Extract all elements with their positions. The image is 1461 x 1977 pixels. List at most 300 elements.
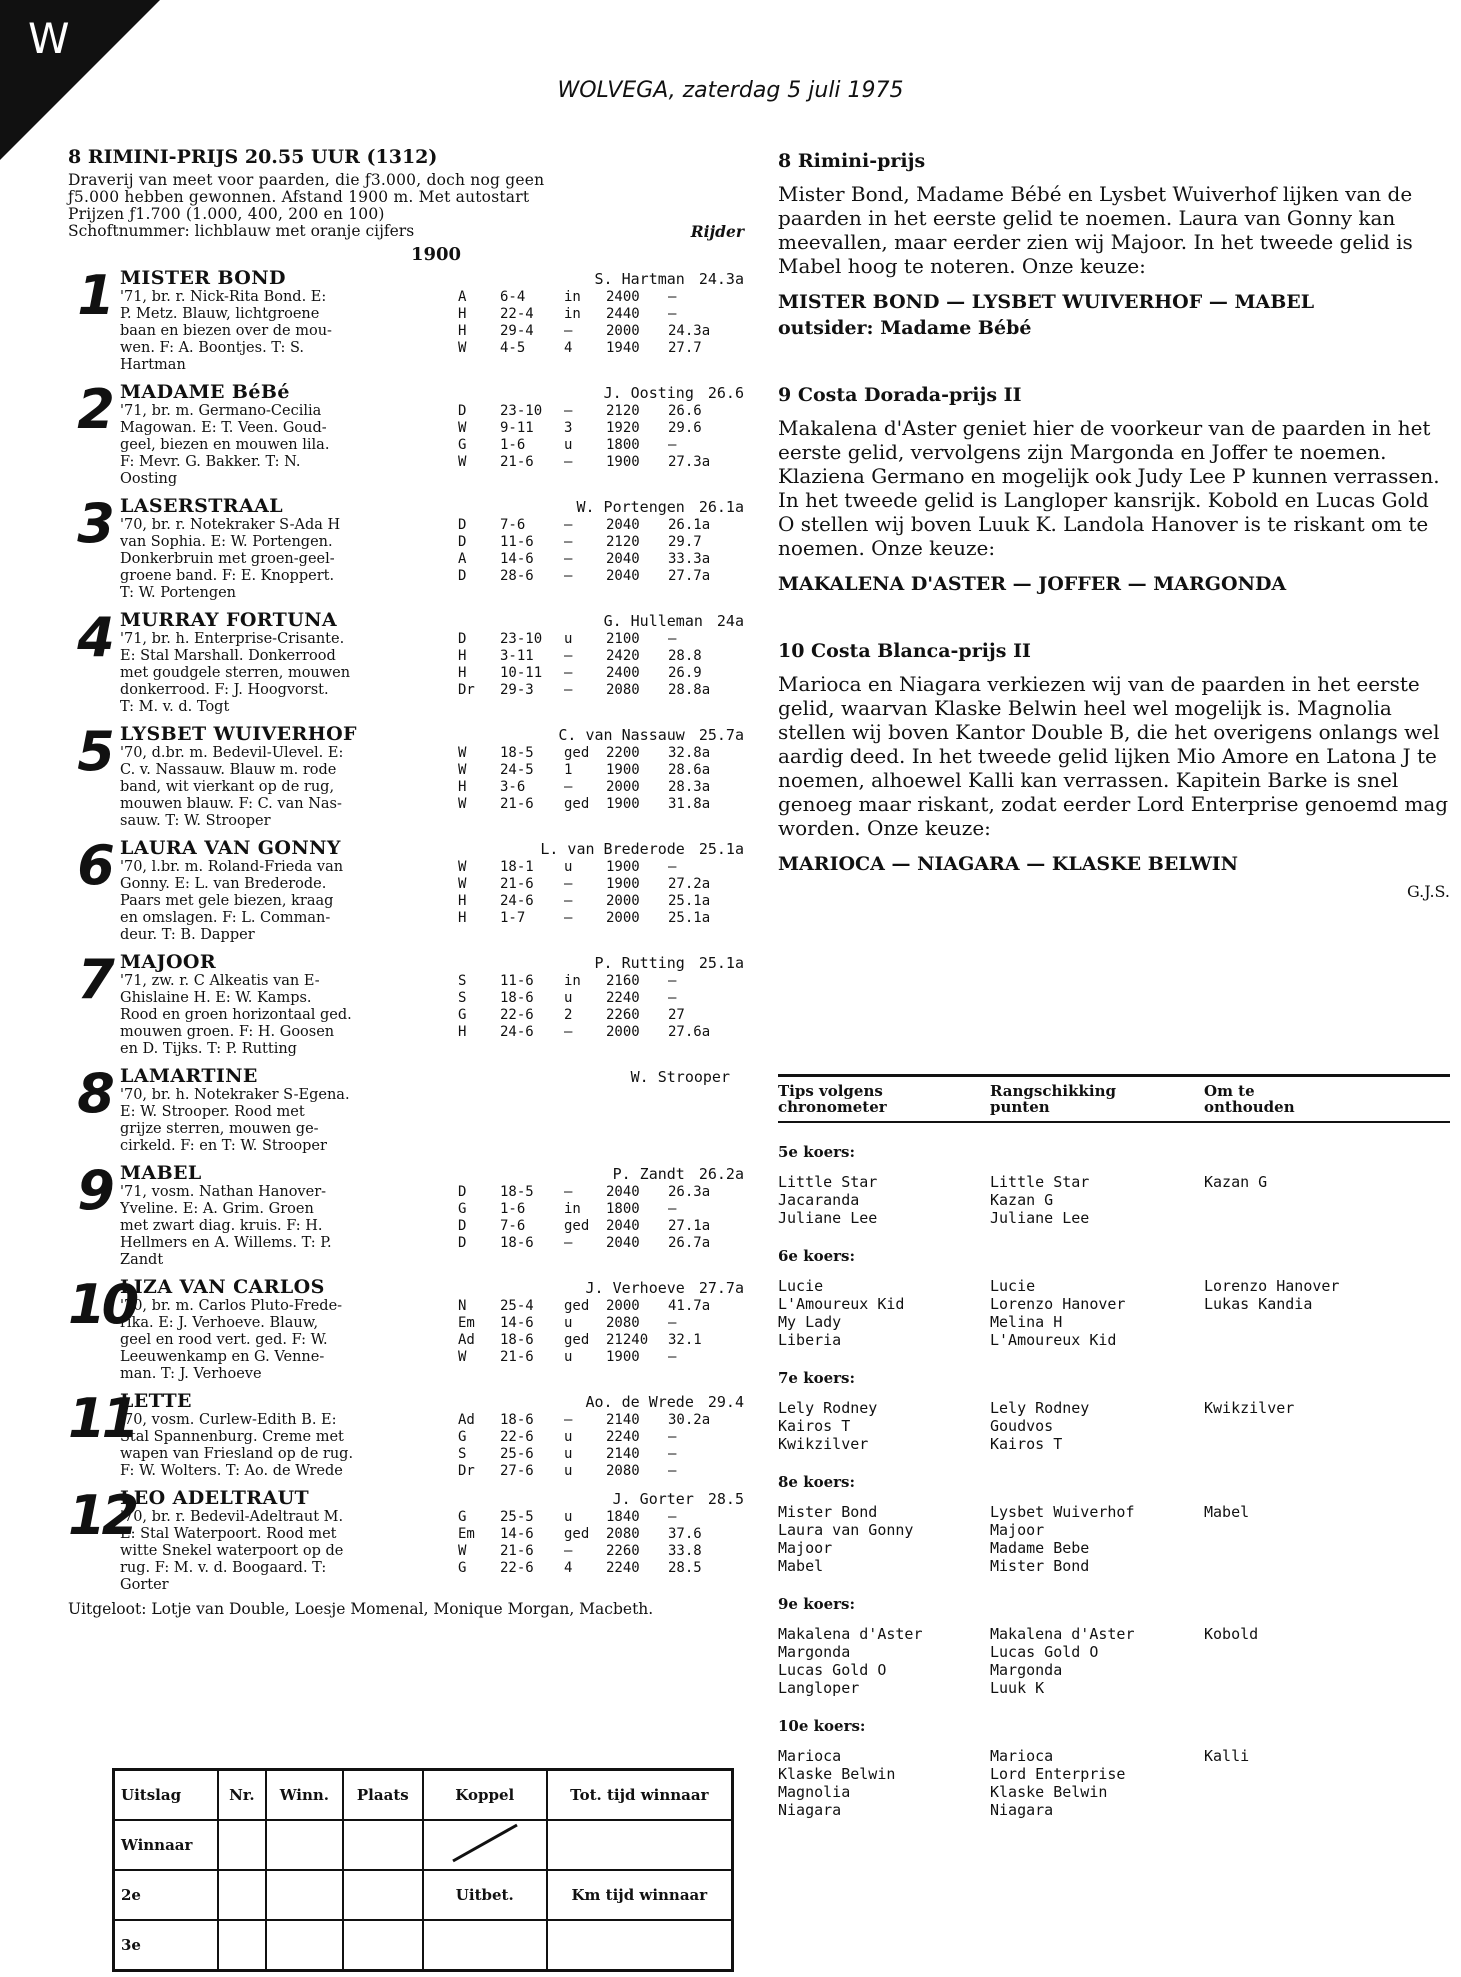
stat-row <box>458 306 744 323</box>
horse-stats <box>450 1087 744 1155</box>
result-cell <box>547 1920 733 1971</box>
horse-rider <box>613 1490 744 1508</box>
horse-rider <box>613 1165 744 1183</box>
horse-description <box>120 289 450 374</box>
stat-cell: 18-6 <box>500 1235 534 1251</box>
stat-cell: D <box>458 1218 467 1234</box>
stat-cell: — <box>564 893 573 909</box>
tip-horse: Lucie <box>778 1277 824 1295</box>
stat-cell: 32.1 <box>668 1332 702 1348</box>
horse-entry <box>68 264 744 374</box>
description-line: en omslagen. F: L. Comman- <box>120 910 331 926</box>
horse-header <box>120 951 744 973</box>
stat-row <box>458 289 744 306</box>
race-label: 5e koers: <box>778 1143 856 1161</box>
horse-header <box>120 723 744 745</box>
stat-cell: — <box>564 1412 573 1428</box>
slash-mark <box>435 1821 535 1865</box>
stat-cell: 25-6 <box>500 1446 534 1462</box>
stat-cell: W <box>458 454 467 470</box>
tip-horse: Magnolia <box>778 1783 851 1801</box>
stat-cell: 3 <box>564 420 573 436</box>
stat-cell: 22-4 <box>500 306 534 322</box>
stat-cell: G <box>458 1007 467 1023</box>
stat-cell: S <box>458 973 467 989</box>
description-line: rug. F: M. v. d. Boogaard. T: <box>120 1560 327 1576</box>
stat-row <box>458 1412 744 1429</box>
description-line: mouwen blauw. F: C. van Nas- <box>120 796 342 812</box>
stat-cell: — <box>668 1463 677 1479</box>
commentary-pick: MAKALENA D'ASTER — JOFFER — MARGONDA <box>778 573 1287 595</box>
stat-row <box>458 1429 744 1446</box>
description-line: '70, l.br. m. Roland-Frieda van <box>120 859 344 875</box>
stat-cell: 18-6 <box>500 1332 534 1348</box>
uitgeloot: Uitgeloot: Lotje van Double, Loesje Momenal, Monique Morgan, Macbeth. <box>68 1600 654 1618</box>
stat-cell: 22-6 <box>500 1429 534 1445</box>
result-cell <box>218 1920 266 1971</box>
stat-cell: 24-5 <box>500 762 534 778</box>
stat-cell: 2040 <box>606 1218 640 1234</box>
stat-cell: 24.3a <box>668 323 711 339</box>
stat-cell: 4 <box>564 340 573 356</box>
horse-entry <box>68 378 744 488</box>
stat-cell: 26.3a <box>668 1184 711 1200</box>
stat-cell: 6-4 <box>500 289 526 305</box>
stat-cell: D <box>458 1235 467 1251</box>
stat-row <box>458 779 744 796</box>
stat-row <box>458 534 744 551</box>
tips-column <box>990 1277 1204 1349</box>
stat-cell: in <box>564 973 581 989</box>
stat-cell: 21-6 <box>500 454 534 470</box>
race-columns <box>778 1503 1450 1575</box>
tips-race <box>778 1473 1450 1575</box>
description-line: grijze sterren, mouwen ge- <box>120 1121 319 1137</box>
stat-row <box>458 1509 744 1526</box>
stat-cell: — <box>668 1315 677 1331</box>
description-line: Leeuwenkamp en G. Venne- <box>120 1349 325 1365</box>
horse-number: 6 <box>77 834 111 897</box>
result-cell <box>218 1870 266 1920</box>
horse-record: 26.1a <box>698 498 744 516</box>
stat-cell: ged <box>564 1218 590 1234</box>
horse-details <box>120 403 744 488</box>
stat-cell: 1900 <box>606 454 640 470</box>
stat-cell: Ad <box>458 1332 475 1348</box>
stat-cell: 2120 <box>606 534 640 550</box>
horse-name: MADAME BéBé <box>120 381 290 403</box>
stat-cell: 2080 <box>606 1463 640 1479</box>
description-line: mouwen groen. F: H. Goosen <box>120 1024 335 1040</box>
horse-entry <box>68 720 744 830</box>
horse-rider <box>604 384 744 402</box>
tip-horse: Lukas Kandia <box>1204 1295 1313 1313</box>
stat-cell: — <box>564 403 573 419</box>
stat-cell: 2100 <box>606 631 640 647</box>
description-line: Yveline. E: A. Grim. Groen <box>120 1201 314 1217</box>
horse-record: 25.7a <box>698 726 744 744</box>
stat-cell: W <box>458 420 467 436</box>
tip-horse: L'Amoureux Kid <box>990 1331 1117 1349</box>
stat-cell: 26.7a <box>668 1235 711 1251</box>
stat-cell: 32.8a <box>668 745 711 761</box>
horse-name: MURRAY FORTUNA <box>120 609 338 631</box>
tips-column <box>778 1747 990 1819</box>
horse-details <box>120 1184 744 1269</box>
tip-horse: Lysbet Wuiverhof <box>990 1503 1135 1521</box>
horse-body <box>120 1162 744 1269</box>
stat-cell: 26.6 <box>668 403 702 419</box>
description-line: Donkerbruin met groen-geel- <box>120 551 335 567</box>
description-line: F: W. Wolters. T: Ao. de Wrede <box>120 1463 343 1479</box>
stat-cell: 1 <box>564 762 573 778</box>
horse-name: MABEL <box>120 1162 202 1184</box>
stat-row <box>458 973 744 990</box>
description-line: E: W. Strooper. Rood met <box>120 1104 305 1120</box>
description-line: '70, br. r. Bedevil-Adeltraut M. <box>120 1509 344 1525</box>
horse-details <box>120 859 744 944</box>
horse-rider <box>586 1393 745 1411</box>
stat-cell: 1900 <box>606 859 640 875</box>
tip-horse: Lucie <box>990 1277 1036 1295</box>
stat-cell: 18-6 <box>500 990 534 1006</box>
horse-name: LASERSTRAAL <box>120 495 283 517</box>
tip-horse: Kairos T <box>990 1435 1063 1453</box>
horse-description <box>120 1298 450 1383</box>
description-line: baan en biezen over de mou- <box>120 323 332 339</box>
horse-name: LIZA VAN CARLOS <box>120 1276 325 1298</box>
stat-cell: 1800 <box>606 1201 640 1217</box>
tips-races <box>778 1143 1450 1819</box>
stat-row <box>458 340 744 357</box>
stat-cell: 1900 <box>606 1349 640 1365</box>
stat-cell: — <box>564 1024 573 1040</box>
stat-cell: ged <box>564 745 590 761</box>
description-line: E: Stal Waterpoort. Rood met <box>120 1526 337 1542</box>
stat-cell: Ad <box>458 1412 475 1428</box>
race-label: 6e koers: <box>778 1247 856 1265</box>
horse-description <box>120 745 450 830</box>
stat-cell: N <box>458 1298 467 1314</box>
stat-cell: — <box>564 1543 573 1559</box>
horse-details <box>120 517 744 602</box>
tips-column <box>1204 1503 1444 1575</box>
horse-body <box>120 1487 744 1594</box>
horse-details <box>120 1412 744 1480</box>
race-columns <box>778 1747 1450 1819</box>
result-cell <box>343 1820 423 1870</box>
horse-stats <box>450 403 744 488</box>
tip-horse: Niagara <box>990 1801 1054 1819</box>
tips-race <box>778 1247 1450 1349</box>
horse-body <box>120 495 744 602</box>
description-line: T: M. v. d. Togt <box>120 699 230 715</box>
race-columns <box>778 1399 1450 1453</box>
stat-cell: S <box>458 990 467 1006</box>
description-line: '71, br. m. Germano-Cecilia <box>120 403 322 419</box>
page-header: WOLVEGA, zaterdag 5 juli 1975 <box>557 78 904 103</box>
stat-row <box>458 762 744 779</box>
stat-cell: 2080 <box>606 1526 640 1542</box>
stat-cell: u <box>564 1463 573 1479</box>
commentary-pick: MISTER BOND — LYSBET WUIVERHOF — MABEL <box>778 291 1315 313</box>
horse-body <box>120 1390 744 1480</box>
horse-body <box>120 1276 744 1383</box>
stat-cell: D <box>458 517 467 533</box>
stat-cell: 30.2a <box>668 1412 711 1428</box>
horse-rider <box>631 1068 744 1086</box>
tip-horse: Little Star <box>990 1173 1090 1191</box>
horse-entry <box>68 606 744 716</box>
stat-cell: 2000 <box>606 893 640 909</box>
tip-horse: Kairos T <box>778 1417 851 1435</box>
description-line: P. Metz. Blauw, lichtgroene <box>120 306 320 322</box>
tip-horse: Marioca <box>778 1747 842 1765</box>
description-line: Paars met gele biezen, kraag <box>120 893 334 909</box>
description-line: Ghislaine H. E: W. Kamps. <box>120 990 312 1006</box>
stat-cell: — <box>668 1509 677 1525</box>
tips-column <box>778 1625 990 1697</box>
stat-cell: 29.6 <box>668 420 702 436</box>
horse-number: 8 <box>77 1062 111 1125</box>
stat-cell: ged <box>564 1298 590 1314</box>
stat-cell: 27 <box>668 1007 685 1023</box>
stat-cell: 18-6 <box>500 1412 534 1428</box>
horse-body <box>120 267 744 374</box>
stat-cell: — <box>668 1429 677 1445</box>
horse-body <box>120 837 744 944</box>
stat-cell: 1920 <box>606 420 640 436</box>
schoft-text: Schoftnummer: lichblauw met oranje cijfers <box>68 222 415 240</box>
tips-race <box>778 1717 1450 1819</box>
stat-cell: W <box>458 1349 467 1365</box>
stat-cell: W <box>458 762 467 778</box>
tip-horse: Lorenzo Hanover <box>1204 1277 1340 1295</box>
race-condition: Draverij van meet voor paarden, die ƒ3.000, doch nog geen <box>68 171 545 189</box>
stat-row <box>458 745 744 762</box>
horse-header <box>120 1276 744 1298</box>
corner-letter: W <box>28 14 70 63</box>
description-line: Magowan. E: T. Veen. Goud- <box>120 420 327 436</box>
stat-cell: 2000 <box>606 910 640 926</box>
stat-cell: in <box>564 1201 581 1217</box>
result-row-label: Winnaar <box>114 1820 218 1870</box>
uitbet-label: Uitbet. <box>423 1870 547 1920</box>
stat-row <box>458 517 744 534</box>
stat-cell: 1940 <box>606 340 640 356</box>
stat-cell: 28.3a <box>668 779 711 795</box>
race-label: 8e koers: <box>778 1473 856 1491</box>
horse-description <box>120 1087 450 1155</box>
stat-row <box>458 682 744 699</box>
stat-row <box>458 1298 744 1315</box>
horse-entry <box>68 1484 744 1594</box>
km-tijd-label: Km tijd winnaar <box>547 1870 733 1920</box>
tip-horse: Laura van Gonny <box>778 1521 914 1539</box>
horse-description <box>120 1184 450 1269</box>
stat-cell: 2120 <box>606 403 640 419</box>
race-distance: 1900 <box>410 244 462 265</box>
description-line: C. v. Nassauw. Blauw m. rode <box>120 762 337 778</box>
horse-header <box>120 609 744 631</box>
stat-cell: 9-11 <box>500 420 534 436</box>
stat-cell: — <box>564 910 573 926</box>
stat-cell: 2040 <box>606 517 640 533</box>
stat-cell: 27.3a <box>668 454 711 470</box>
stat-cell: ged <box>564 796 590 812</box>
stat-cell: 2080 <box>606 1315 640 1331</box>
tip-horse: Jacaranda <box>778 1191 860 1209</box>
stat-cell: S <box>458 1446 467 1462</box>
tip-horse: Kazan G <box>1204 1173 1268 1191</box>
stat-cell: 28.6a <box>668 762 711 778</box>
stat-row <box>458 859 744 876</box>
race-label: 9e koers: <box>778 1595 856 1613</box>
horse-number: 9 <box>77 1159 111 1222</box>
horse-number: 2 <box>77 378 111 441</box>
tips-column <box>990 1173 1204 1227</box>
stat-cell: 29-4 <box>500 323 534 339</box>
description-line: Hellmers en A. Willems. T: P. <box>120 1235 332 1251</box>
tip-horse: Mabel <box>1204 1503 1250 1521</box>
tips-table <box>778 1074 1450 1819</box>
stat-cell: — <box>564 779 573 795</box>
tip-horse: Melina H <box>990 1313 1063 1331</box>
tips-header-onthouden: Om te onthouden <box>1204 1082 1295 1116</box>
stat-cell: — <box>668 289 677 305</box>
result-cell <box>266 1870 343 1920</box>
stat-cell: W <box>458 340 467 356</box>
horse-name: MISTER BOND <box>120 267 286 289</box>
tip-horse: Lely Rodney <box>778 1399 878 1417</box>
tip-horse: Mister Bond <box>778 1503 878 1521</box>
horse-description <box>120 403 450 488</box>
horse-details <box>120 1087 744 1155</box>
stat-row <box>458 1184 744 1201</box>
horse-stats <box>450 973 744 1058</box>
description-line: wen. F: A. Boontjes. T: S. <box>120 340 304 356</box>
rider-name: P. Rutting <box>594 954 685 972</box>
horse-header <box>120 267 744 289</box>
result-header: Tot. tijd winnaar <box>547 1770 733 1821</box>
stat-cell: 26.9 <box>668 665 702 681</box>
horse-number: 3 <box>77 492 111 555</box>
horse-body <box>120 951 744 1058</box>
stat-row <box>458 1332 744 1349</box>
stat-cell: u <box>564 437 573 453</box>
stat-cell: — <box>668 306 677 322</box>
race-label: 10e koers: <box>778 1717 866 1735</box>
tips-header-chronometer: Tips volgens chronometer <box>778 1082 887 1116</box>
stat-cell: 2000 <box>606 1298 640 1314</box>
tip-horse: Goudvos <box>990 1417 1054 1435</box>
horse-rider <box>586 1279 745 1297</box>
description-line: sauw. T: W. Strooper <box>120 813 271 829</box>
stat-cell: 24-6 <box>500 893 534 909</box>
stat-cell: H <box>458 648 467 664</box>
horse-stats <box>450 631 744 716</box>
horse-stats <box>450 1509 744 1594</box>
stat-cell: 2260 <box>606 1543 640 1559</box>
tip-horse: Luuk K <box>990 1679 1045 1697</box>
stat-cell: — <box>564 454 573 470</box>
horse-entry <box>68 1062 744 1155</box>
rider-name: J. Oosting <box>603 384 694 402</box>
stat-cell: u <box>564 1509 573 1525</box>
stat-cell: H <box>458 665 467 681</box>
horse-entry <box>68 834 744 944</box>
stat-cell: 3-11 <box>500 648 534 664</box>
commentary-text: Marioca en Niagara verkiezen wij van de paarden in het eerste gelid, waarvan Klaske Belwin heel wel mogelijk is. Magnolia stellen wij boven Kantor Double B, die het overigens onlangs wel aardig deed. In het tweede gelid lijken Mio Amore en Latona J te noemen, alhoewel Kalli kan verrassen. Kapitein Barke is snel genoeg maar riskant, zodat eerder Lord Enterprise genoemd mag worden. Onze keuze: <box>778 672 1449 840</box>
stat-cell: 1840 <box>606 1509 640 1525</box>
horse-stats <box>450 289 744 374</box>
description-line: Stal Spannenburg. Creme met <box>120 1429 344 1445</box>
rider-name: Ao. de Wrede <box>585 1393 694 1411</box>
stat-row <box>458 1446 744 1463</box>
horse-entry <box>68 1273 744 1383</box>
horse-number: 1 <box>77 264 111 327</box>
stat-cell: in <box>564 289 581 305</box>
tip-horse: Margonda <box>990 1661 1063 1679</box>
description-line: met goudgele sterren, mouwen <box>120 665 351 681</box>
rider-name: L. van Brederode <box>540 840 685 858</box>
stat-cell: Em <box>458 1315 475 1331</box>
race-columns <box>778 1173 1450 1227</box>
tip-horse: Niagara <box>778 1801 842 1819</box>
race-columns <box>778 1625 1450 1697</box>
stat-cell: 2000 <box>606 323 640 339</box>
description-line: E: Stal Marshall. Donkerrood <box>120 648 336 664</box>
stat-cell: 23-10 <box>500 631 543 647</box>
horse-header <box>120 1162 744 1184</box>
stat-cell: 28.5 <box>668 1560 702 1576</box>
result-header: Uitslag <box>114 1770 218 1821</box>
tips-column <box>778 1399 990 1453</box>
tip-horse: Kwikzilver <box>778 1435 869 1453</box>
tip-horse: Kwikzilver <box>1204 1399 1295 1417</box>
tip-horse: Marioca <box>990 1747 1054 1765</box>
tip-horse: Majoor <box>778 1539 833 1557</box>
result-cell <box>218 1820 266 1870</box>
horse-record: 28.5 <box>707 1490 744 1508</box>
race-label: 7e koers: <box>778 1369 856 1387</box>
stat-cell: 37.6 <box>668 1526 702 1542</box>
stat-cell: u <box>564 1349 573 1365</box>
horse-stats <box>450 859 744 944</box>
tips-race <box>778 1143 1450 1227</box>
stat-cell: 2000 <box>606 1024 640 1040</box>
stat-cell: G <box>458 1509 467 1525</box>
stat-cell: 2040 <box>606 1184 640 1200</box>
stat-row <box>458 403 744 420</box>
description-line: Oosting <box>120 471 178 487</box>
stat-cell: 11-6 <box>500 973 534 989</box>
horse-rider <box>576 498 744 516</box>
stat-row <box>458 876 744 893</box>
description-line: F: Mevr. G. Bakker. T: N. <box>120 454 301 470</box>
tips-column <box>990 1747 1204 1819</box>
commentary-pick: MARIOCA — NIAGARA — KLASKE BELWIN <box>778 853 1238 875</box>
stat-cell: W <box>458 876 467 892</box>
stat-cell: in <box>564 306 581 322</box>
horse-description <box>120 517 450 602</box>
rider-name: W. Portengen <box>576 498 685 516</box>
stat-cell: 1900 <box>606 796 640 812</box>
description-line: cirkeld. F: en T: W. Strooper <box>120 1138 327 1154</box>
description-line: Rood en groen horizontaal ged. <box>120 1007 352 1023</box>
stat-cell: 21240 <box>606 1332 649 1348</box>
stat-cell: 2260 <box>606 1007 640 1023</box>
